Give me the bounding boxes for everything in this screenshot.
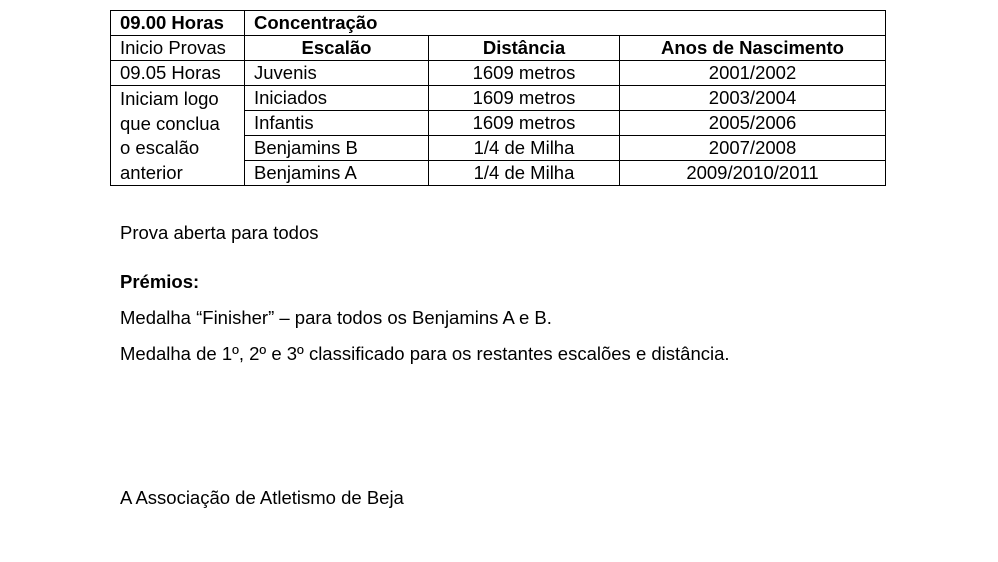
escalao-cell: Iniciados	[245, 86, 429, 111]
escalao-cell: Benjamins B	[245, 136, 429, 161]
table-row	[111, 86, 886, 111]
anos-cell: 2009/2010/2011	[620, 161, 886, 186]
column-header-row	[111, 36, 886, 61]
column-header-escalao: Escalão	[245, 36, 429, 61]
anos-cell: 2005/2006	[620, 111, 886, 136]
anos-cell: 2001/2002	[620, 61, 886, 86]
escalao-cell: Infantis	[245, 111, 429, 136]
distancia-cell: 1609 metros	[429, 61, 620, 86]
distancia-cell: 1609 metros	[429, 86, 620, 111]
table-row	[111, 61, 886, 86]
following-starts-note-line: que conclua	[120, 112, 220, 134]
column-header-anos: Anos de Nascimento	[620, 36, 886, 61]
open-race-text: Prova aberta para todos	[120, 222, 319, 243]
concentration-time: 09.00 Horas	[111, 11, 245, 36]
distancia-cell: 1609 metros	[429, 111, 620, 136]
table-header-row	[111, 11, 886, 36]
column-header-start: Inicio Provas	[111, 36, 245, 61]
race-schedule-table	[110, 10, 886, 186]
column-header-distancia: Distância	[429, 36, 620, 61]
following-starts-note-line: Iniciam logo	[120, 88, 219, 109]
following-starts-note	[111, 86, 245, 186]
first-start-time: 09.05 Horas	[111, 61, 245, 86]
escalao-cell: Juvenis	[245, 61, 429, 86]
distancia-cell: 1/4 de Milha	[429, 161, 620, 186]
distancia-cell: 1/4 de Milha	[429, 136, 620, 161]
anos-cell: 2007/2008	[620, 136, 886, 161]
anos-cell: 2003/2004	[620, 86, 886, 111]
following-starts-note-line: o escalão	[120, 137, 200, 158]
prize-line-podium: Medalha de 1º, 2º e 3º classificado para os restantes escalões e distância.	[120, 343, 730, 364]
following-starts-note-line: anterior	[120, 161, 183, 183]
escalao-cell: Benjamins A	[245, 161, 429, 186]
prize-line-finisher: Medalha “Finisher” – para todos os Benjamins A e B.	[120, 307, 552, 328]
prizes-heading: Prémios:	[120, 271, 200, 292]
signature-text: A Associação de Atletismo de Beja	[120, 487, 404, 508]
concentration-title: Concentração	[245, 11, 886, 36]
